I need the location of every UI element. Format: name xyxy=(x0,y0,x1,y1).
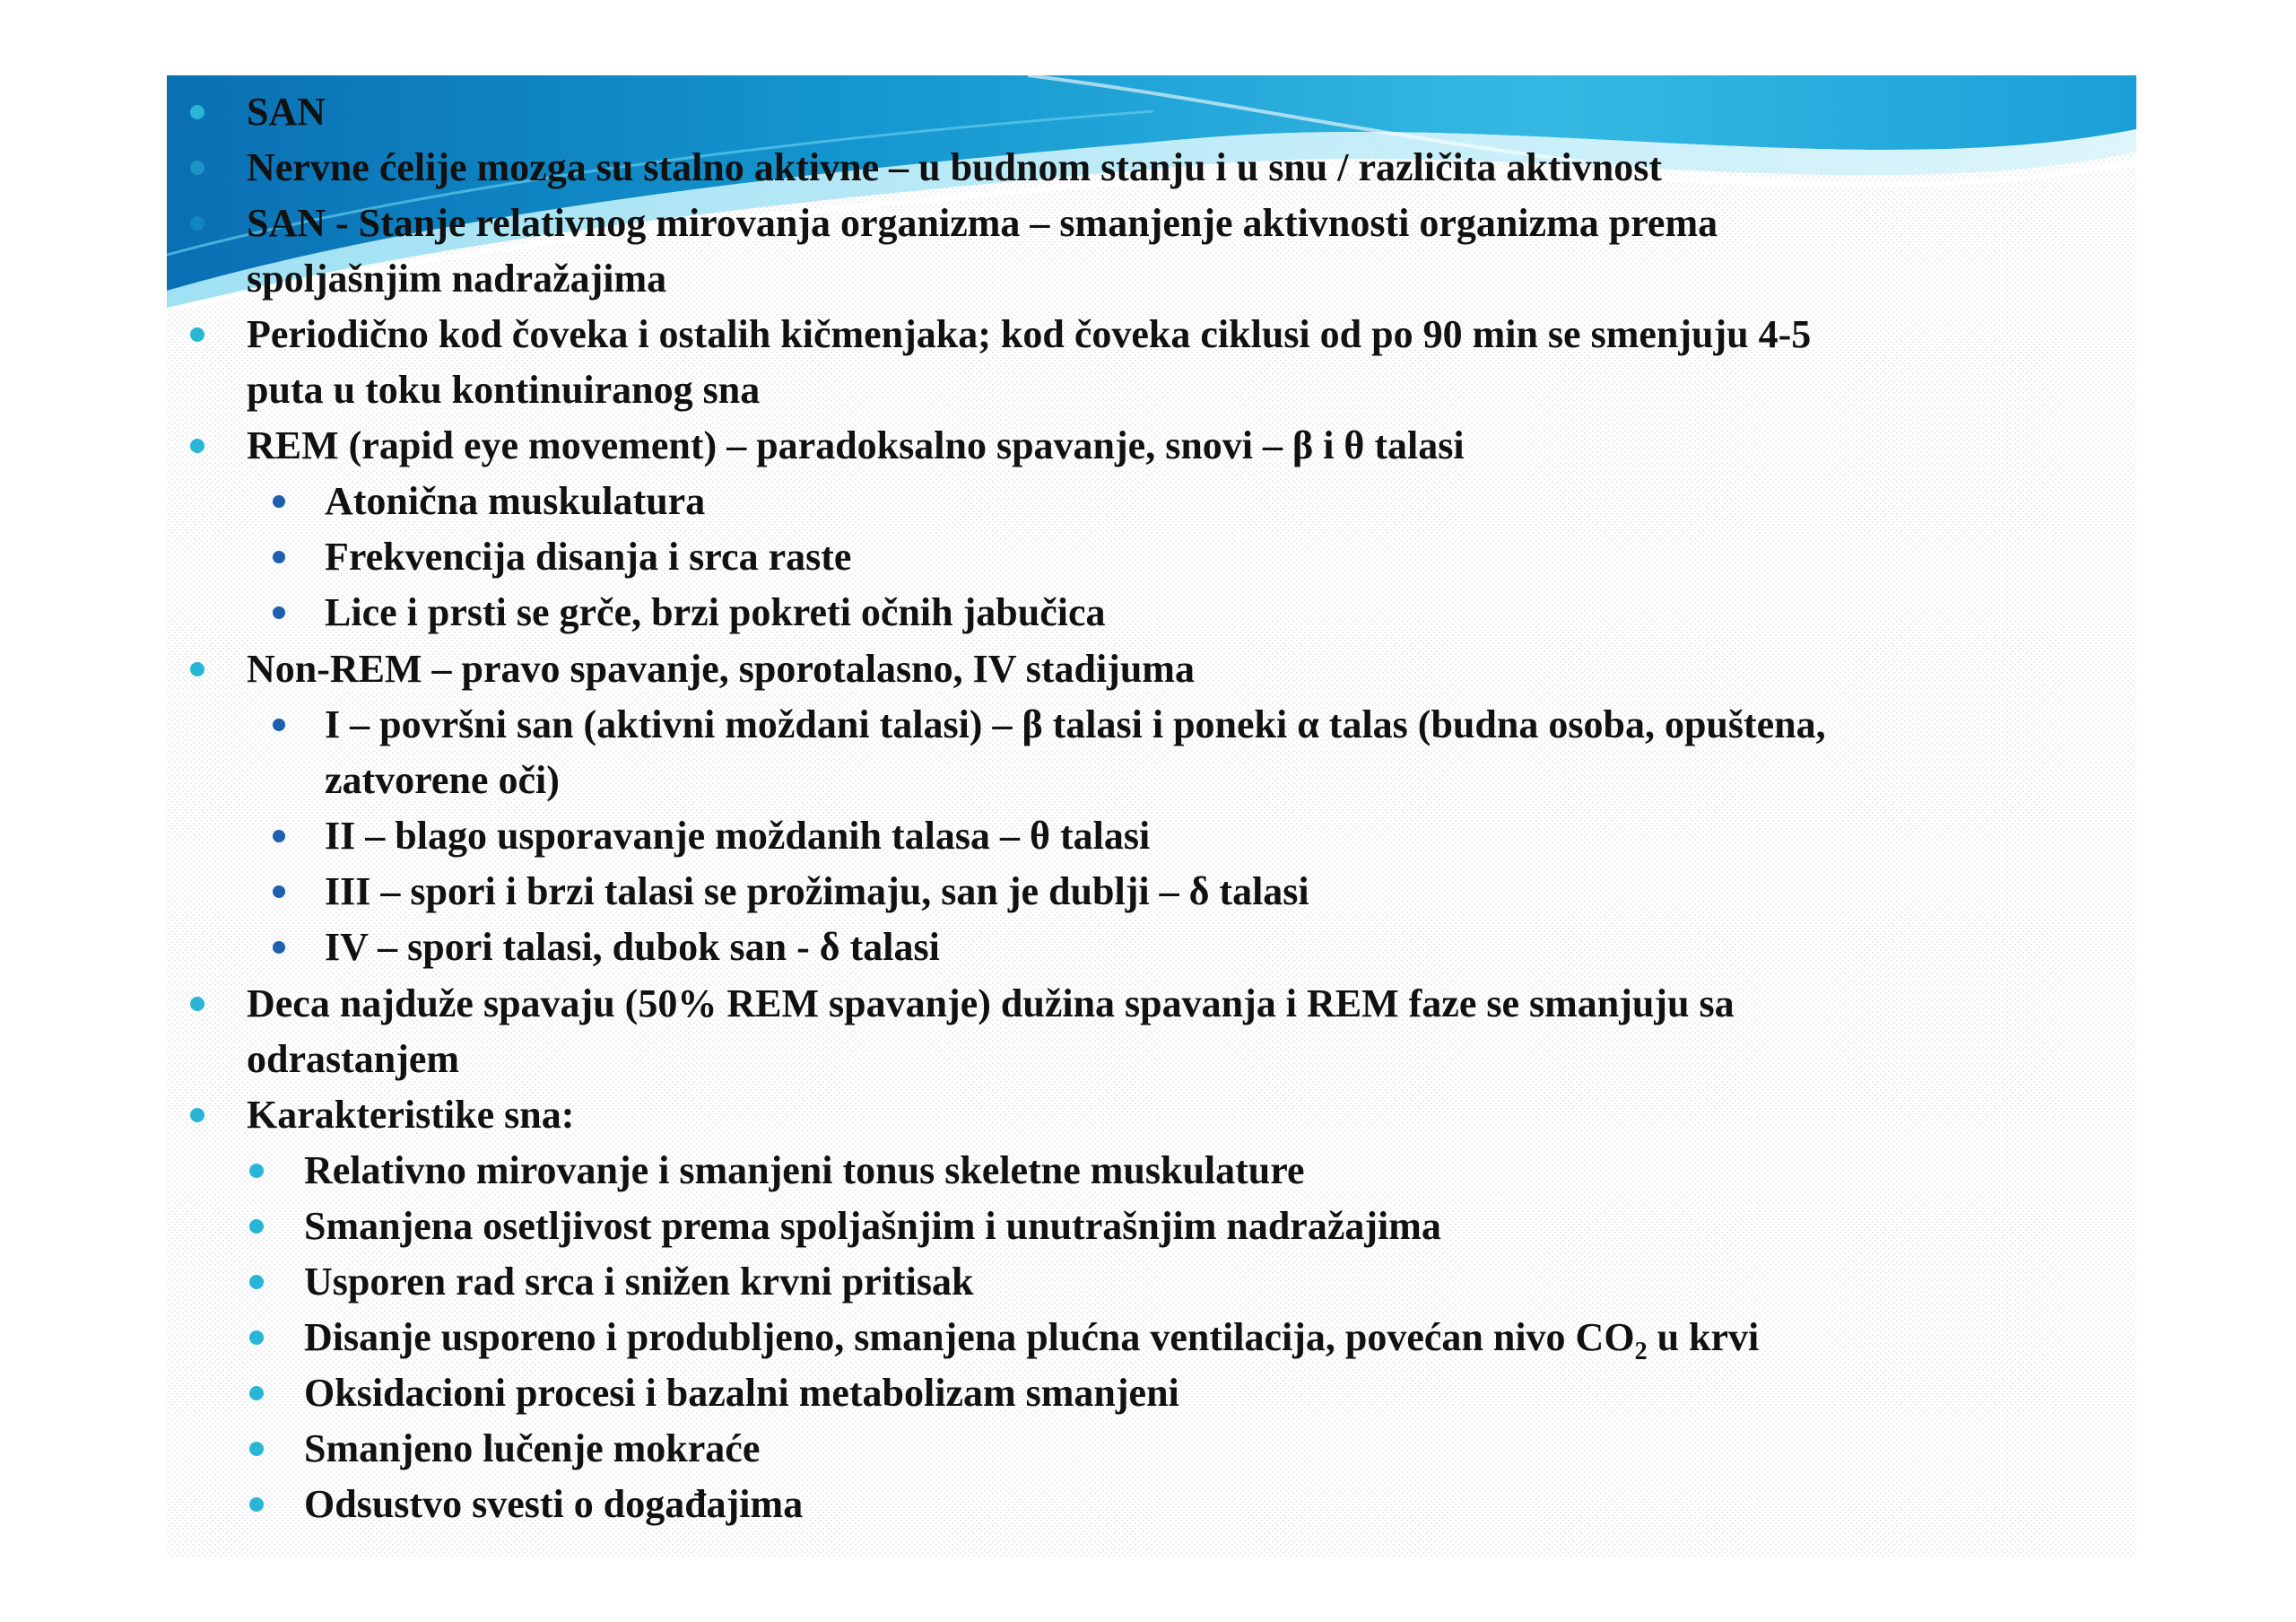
line-k3: Usporen rad srca i snižen krvni pritisak xyxy=(304,1260,974,1304)
bullet xyxy=(273,830,285,842)
bullet xyxy=(249,1442,264,1456)
line-san-definicija: SAN - Stanje relativnog mirovanja organizma – smanjenje aktivnosti organizma prema xyxy=(247,201,1718,245)
line-k4-text: Disanje usporeno i produbljeno, smanjena plućna ventilacija, povećan nivo CO xyxy=(304,1315,1635,1359)
bullet xyxy=(190,216,204,231)
line-stadijum-4: IV – spori talasi, dubok san - δ talasi xyxy=(325,925,940,969)
line-k5: Oksidacioni procesi i bazalni metabolizam smanjeni xyxy=(304,1371,1179,1415)
line-san: SAN xyxy=(247,90,326,134)
line-deca-cont: odrastanjem xyxy=(247,1037,460,1081)
line-deca: Deca najduže spavaju (50% REM spavanje) dužina spavanja i REM faze se smanjuju sa xyxy=(247,981,1735,1025)
bullet xyxy=(249,1386,264,1400)
bullet xyxy=(249,1219,264,1234)
bullet xyxy=(249,1330,264,1345)
bullet xyxy=(190,1108,204,1122)
bullet xyxy=(273,719,285,731)
line-karakteristike: Karakteristike sna: xyxy=(247,1093,575,1137)
bullet xyxy=(249,1164,264,1178)
bullet xyxy=(190,161,204,175)
bullet xyxy=(190,439,204,453)
line-san-definicija-cont: spoljašnjim nadražajima xyxy=(247,257,667,301)
bullet xyxy=(249,1497,264,1512)
line-periodicno-cont: puta u toku kontinuiranog sna xyxy=(247,368,761,412)
bullet xyxy=(273,885,285,898)
line-stadijum-1: I – površni san (aktivni moždani talasi) – β talasi i poneki α talas (budna osoba, opuštena, xyxy=(325,702,1826,746)
bullet xyxy=(190,327,204,342)
bullet xyxy=(190,997,204,1011)
line-k4 xyxy=(304,1310,1759,1365)
line-rem-frekvencija: Frekvencija disanja i srca raste xyxy=(325,535,852,579)
line-k6: Smanjeno lučenje mokraće xyxy=(304,1426,761,1470)
bullet xyxy=(249,1275,264,1289)
line-rem-atonicna: Atonična muskulatura xyxy=(325,479,706,523)
line-k2: Smanjena osetljivost prema spoljašnjim i unutrašnjim nadražajima xyxy=(304,1204,1441,1248)
line-periodicno: Periodično kod čoveka i ostalih kičmenjaka; kod čoveka ciklusi od po 90 min se smenjuju 4-5 xyxy=(247,312,1812,356)
bullet xyxy=(273,941,285,954)
line-stadijum-3: III – spori i brzi talasi se prožimaju, san je dublji – δ talasi xyxy=(325,869,1309,913)
line-rem-lice: Lice i prsti se grče, brzi pokreti očnih jabučica xyxy=(325,590,1106,634)
bullet xyxy=(273,606,285,619)
slide xyxy=(167,75,2136,1557)
bullet xyxy=(273,551,285,563)
line-k4-text-end: u krvi xyxy=(1647,1315,1760,1359)
bullet xyxy=(190,105,204,119)
line-rem: REM (rapid eye movement) – paradoksalno spavanje, snovi – β i θ talasi xyxy=(247,423,1465,467)
line-stadijum-1-cont: zatvorene oči) xyxy=(325,758,560,802)
line-k7: Odsustvo svesti o događajima xyxy=(304,1482,804,1526)
bullet xyxy=(190,662,204,676)
line-stadijum-2: II – blago usporavanje moždanih talasa – θ talasi xyxy=(325,814,1151,858)
line-non-rem: Non-REM – pravo spavanje, sporotalasno, IV stadijuma xyxy=(247,647,1195,691)
bullet xyxy=(273,495,285,508)
line-nervne-celije: Nervne ćelije mozga su stalno aktivne – u budnom stanju i u snu / različita aktivnost xyxy=(247,145,1662,189)
co2-subscript: 2 xyxy=(1634,1338,1648,1365)
line-k1: Relativno mirovanje i smanjeni tonus skeletne muskulature xyxy=(304,1148,1305,1192)
